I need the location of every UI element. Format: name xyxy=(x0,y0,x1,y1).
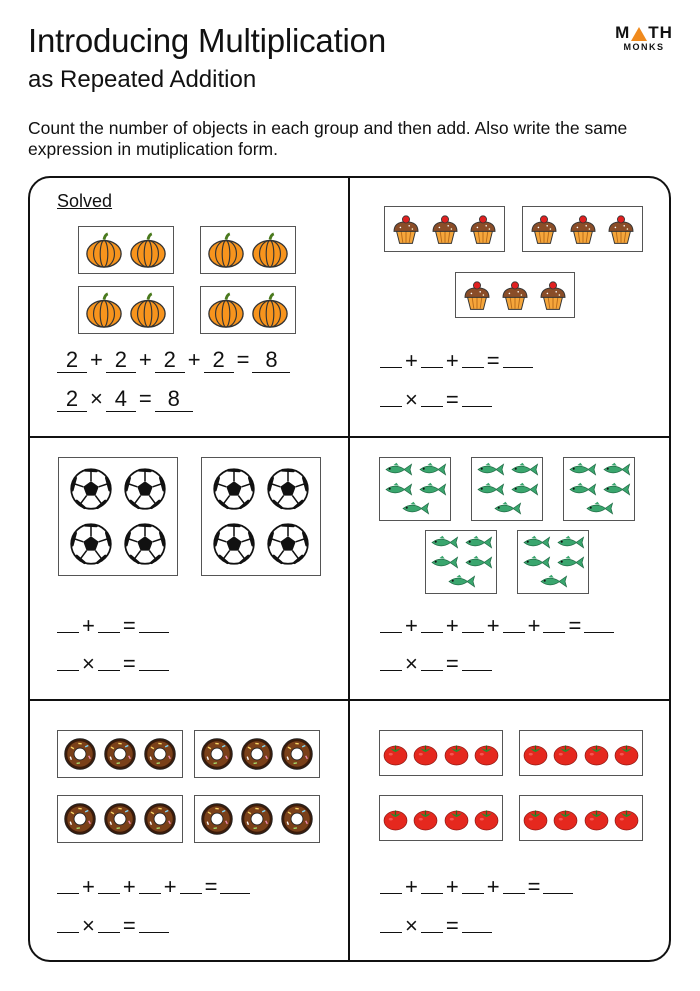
multiplication-equation xyxy=(380,386,492,412)
fish-icon xyxy=(584,501,614,521)
plus-sign: + xyxy=(405,874,418,899)
addition-equation xyxy=(380,873,573,899)
answer-blank[interactable] xyxy=(139,612,169,633)
times-sign: × xyxy=(82,651,95,676)
answer-blank[interactable] xyxy=(57,912,79,933)
cupcake-icon xyxy=(429,212,461,251)
fish-icon xyxy=(429,535,459,555)
pumpkin-icon xyxy=(129,291,167,334)
answer-blank[interactable] xyxy=(462,347,484,368)
plus-sign: + xyxy=(486,874,500,899)
pumpkin-icon xyxy=(129,231,167,274)
mathmonks-logo xyxy=(612,24,676,52)
tomato-icon xyxy=(552,805,579,837)
answer-blank[interactable] xyxy=(220,873,250,894)
soccer-ball-icon xyxy=(123,467,167,516)
grid-divider-horizontal xyxy=(28,699,671,701)
tomato-icon xyxy=(613,740,640,772)
equals-sign: = xyxy=(236,347,250,372)
answer-blank[interactable] xyxy=(57,873,79,894)
donut-icon xyxy=(63,802,97,841)
plus-sign: + xyxy=(90,347,103,372)
plus-sign: + xyxy=(445,613,459,638)
equals-sign: = xyxy=(204,874,218,899)
fish-icon xyxy=(521,555,551,575)
tomato-icon xyxy=(412,740,439,772)
logo-triangle-icon xyxy=(631,27,647,41)
answer-blank[interactable] xyxy=(380,650,402,671)
tomato-icon xyxy=(583,805,610,837)
equals-sign: = xyxy=(445,913,459,938)
plus-sign: + xyxy=(445,348,459,373)
equals-sign: = xyxy=(138,386,152,411)
fish-icon xyxy=(601,462,631,482)
fish-icon xyxy=(492,501,522,521)
plus-sign: + xyxy=(486,613,500,638)
worksheet-subtitle: as Repeated Addition xyxy=(28,66,257,93)
plus-sign: + xyxy=(82,613,95,638)
donut-icon xyxy=(240,737,274,776)
cupcake-icon xyxy=(499,278,531,317)
multiplication-equation xyxy=(57,650,169,676)
answer-blank[interactable] xyxy=(462,386,492,407)
cupcake-icon xyxy=(605,212,637,251)
answer-blank[interactable] xyxy=(57,612,79,633)
plus-sign: + xyxy=(163,874,177,899)
tomato-icon xyxy=(473,740,500,772)
answer-blank[interactable] xyxy=(543,612,565,633)
pumpkin-icon xyxy=(85,291,123,334)
donut-icon xyxy=(103,737,137,776)
answer-blank[interactable] xyxy=(421,386,443,407)
answer-blank[interactable] xyxy=(462,873,484,894)
donut-icon xyxy=(200,802,234,841)
pumpkin-icon xyxy=(207,291,245,334)
answer-blank[interactable] xyxy=(98,912,120,933)
equals-sign: = xyxy=(527,874,541,899)
cupcake-icon xyxy=(390,212,422,251)
addition-equation xyxy=(57,347,290,373)
donut-icon xyxy=(143,802,177,841)
multiplication-equation xyxy=(57,386,193,412)
grid-divider-horizontal xyxy=(28,436,671,438)
soccer-ball-icon xyxy=(123,522,167,571)
answer-blank[interactable] xyxy=(503,347,533,368)
tomato-icon xyxy=(552,740,579,772)
fish-icon xyxy=(400,501,430,521)
fish-icon xyxy=(429,555,459,575)
donut-icon xyxy=(240,802,274,841)
answer-value: 2 xyxy=(155,348,185,373)
equals-sign: = xyxy=(568,613,582,638)
fish-icon xyxy=(538,574,568,594)
answer-blank[interactable] xyxy=(98,873,120,894)
fish-icon xyxy=(601,482,631,502)
answer-blank[interactable] xyxy=(139,912,169,933)
plus-sign: + xyxy=(187,347,201,372)
worksheet-title: Introducing Multiplication xyxy=(28,22,386,59)
times-sign: × xyxy=(82,913,95,938)
addition-equation xyxy=(57,612,169,638)
answer-value: 4 xyxy=(106,387,136,412)
instructions: Count the number of objects in each group and then add. Also write the same expression in mutiplication form. xyxy=(28,118,628,159)
fish-icon xyxy=(509,462,539,482)
donut-icon xyxy=(103,802,137,841)
answer-blank[interactable] xyxy=(139,650,169,671)
times-sign: × xyxy=(405,913,418,938)
donut-icon xyxy=(280,802,314,841)
answer-blank[interactable] xyxy=(462,612,484,633)
fish-icon xyxy=(463,555,493,575)
tomato-icon xyxy=(443,805,470,837)
fish-icon xyxy=(509,482,539,502)
multiplication-equation xyxy=(57,912,169,938)
soccer-ball-icon xyxy=(266,522,310,571)
tomato-icon xyxy=(522,740,549,772)
tomato-icon xyxy=(412,805,439,837)
fish-icon xyxy=(567,482,597,502)
times-sign: × xyxy=(90,386,103,411)
donut-icon xyxy=(143,737,177,776)
plus-sign: + xyxy=(445,874,459,899)
answer-value: 2 xyxy=(106,348,136,373)
soccer-ball-icon xyxy=(212,467,256,516)
times-sign: × xyxy=(405,387,418,412)
multiplication-equation xyxy=(380,912,492,938)
answer-blank[interactable] xyxy=(584,612,614,633)
fish-icon xyxy=(446,574,476,594)
answer-blank[interactable] xyxy=(380,612,402,633)
plus-sign: + xyxy=(82,874,95,899)
answer-blank[interactable] xyxy=(98,650,120,671)
fish-icon xyxy=(475,482,505,502)
soccer-ball-icon xyxy=(266,467,310,516)
answer-blank[interactable] xyxy=(139,873,161,894)
answer-blank[interactable] xyxy=(462,912,492,933)
answer-blank[interactable] xyxy=(380,386,402,407)
plus-sign: + xyxy=(405,613,418,638)
times-sign: × xyxy=(405,651,418,676)
pumpkin-icon xyxy=(85,231,123,274)
addition-equation xyxy=(380,612,614,638)
pumpkin-icon xyxy=(251,231,289,274)
soccer-ball-icon xyxy=(212,522,256,571)
answer-blank[interactable] xyxy=(421,612,443,633)
answer-blank[interactable] xyxy=(380,873,402,894)
equals-sign: = xyxy=(445,651,459,676)
cupcake-icon xyxy=(567,212,599,251)
grid-divider-vertical xyxy=(348,176,350,962)
answer-blank[interactable] xyxy=(180,873,202,894)
answer-value: 2 xyxy=(57,348,87,373)
answer-blank[interactable] xyxy=(543,873,573,894)
tomato-icon xyxy=(382,805,409,837)
equals-sign: = xyxy=(122,913,136,938)
equals-sign: = xyxy=(486,348,500,373)
answer-value: 8 xyxy=(155,387,193,412)
addition-equation xyxy=(380,347,533,373)
cupcake-icon xyxy=(461,278,493,317)
tomato-icon xyxy=(522,805,549,837)
answer-value: 2 xyxy=(57,387,87,412)
tomato-icon xyxy=(443,740,470,772)
answer-blank[interactable] xyxy=(380,912,402,933)
cupcake-icon xyxy=(537,278,569,317)
equals-sign: = xyxy=(122,613,136,638)
answer-blank[interactable] xyxy=(421,873,443,894)
tomato-icon xyxy=(583,740,610,772)
fish-icon xyxy=(417,482,447,502)
plus-sign: + xyxy=(405,348,418,373)
answer-blank[interactable] xyxy=(380,347,402,368)
cupcake-icon xyxy=(528,212,560,251)
answer-blank[interactable] xyxy=(98,612,120,633)
soccer-ball-icon xyxy=(69,522,113,571)
plus-sign: + xyxy=(138,347,152,372)
tomato-icon xyxy=(473,805,500,837)
plus-sign: + xyxy=(527,613,541,638)
logo-subtext: MONKS xyxy=(623,42,665,52)
answer-blank[interactable] xyxy=(503,873,525,894)
equals-sign: = xyxy=(445,387,459,412)
multiplication-equation xyxy=(380,650,492,676)
answer-blank[interactable] xyxy=(462,650,492,671)
answer-blank[interactable] xyxy=(421,650,443,671)
answer-value: 8 xyxy=(252,348,290,373)
answer-value: 2 xyxy=(204,348,234,373)
tomato-icon xyxy=(613,805,640,837)
fish-icon xyxy=(521,535,551,555)
answer-blank[interactable] xyxy=(503,612,525,633)
donut-icon xyxy=(280,737,314,776)
cupcake-icon xyxy=(467,212,499,251)
answer-blank[interactable] xyxy=(57,650,79,671)
soccer-ball-icon xyxy=(69,467,113,516)
addition-equation xyxy=(57,873,250,899)
fish-icon xyxy=(383,482,413,502)
pumpkin-icon xyxy=(207,231,245,274)
logo-text-left: M xyxy=(615,23,631,42)
solved-label: Solved xyxy=(57,191,113,211)
pumpkin-icon xyxy=(251,291,289,334)
answer-blank[interactable] xyxy=(421,347,443,368)
plus-sign: + xyxy=(122,874,136,899)
fish-icon xyxy=(463,535,493,555)
equals-sign: = xyxy=(122,651,136,676)
answer-blank[interactable] xyxy=(421,912,443,933)
fish-icon xyxy=(555,535,585,555)
fish-icon xyxy=(475,462,505,482)
fish-icon xyxy=(417,462,447,482)
logo-text-right: TH xyxy=(648,23,673,42)
fish-icon xyxy=(383,462,413,482)
donut-icon xyxy=(63,737,97,776)
tomato-icon xyxy=(382,740,409,772)
fish-icon xyxy=(555,555,585,575)
fish-icon xyxy=(567,462,597,482)
donut-icon xyxy=(200,737,234,776)
